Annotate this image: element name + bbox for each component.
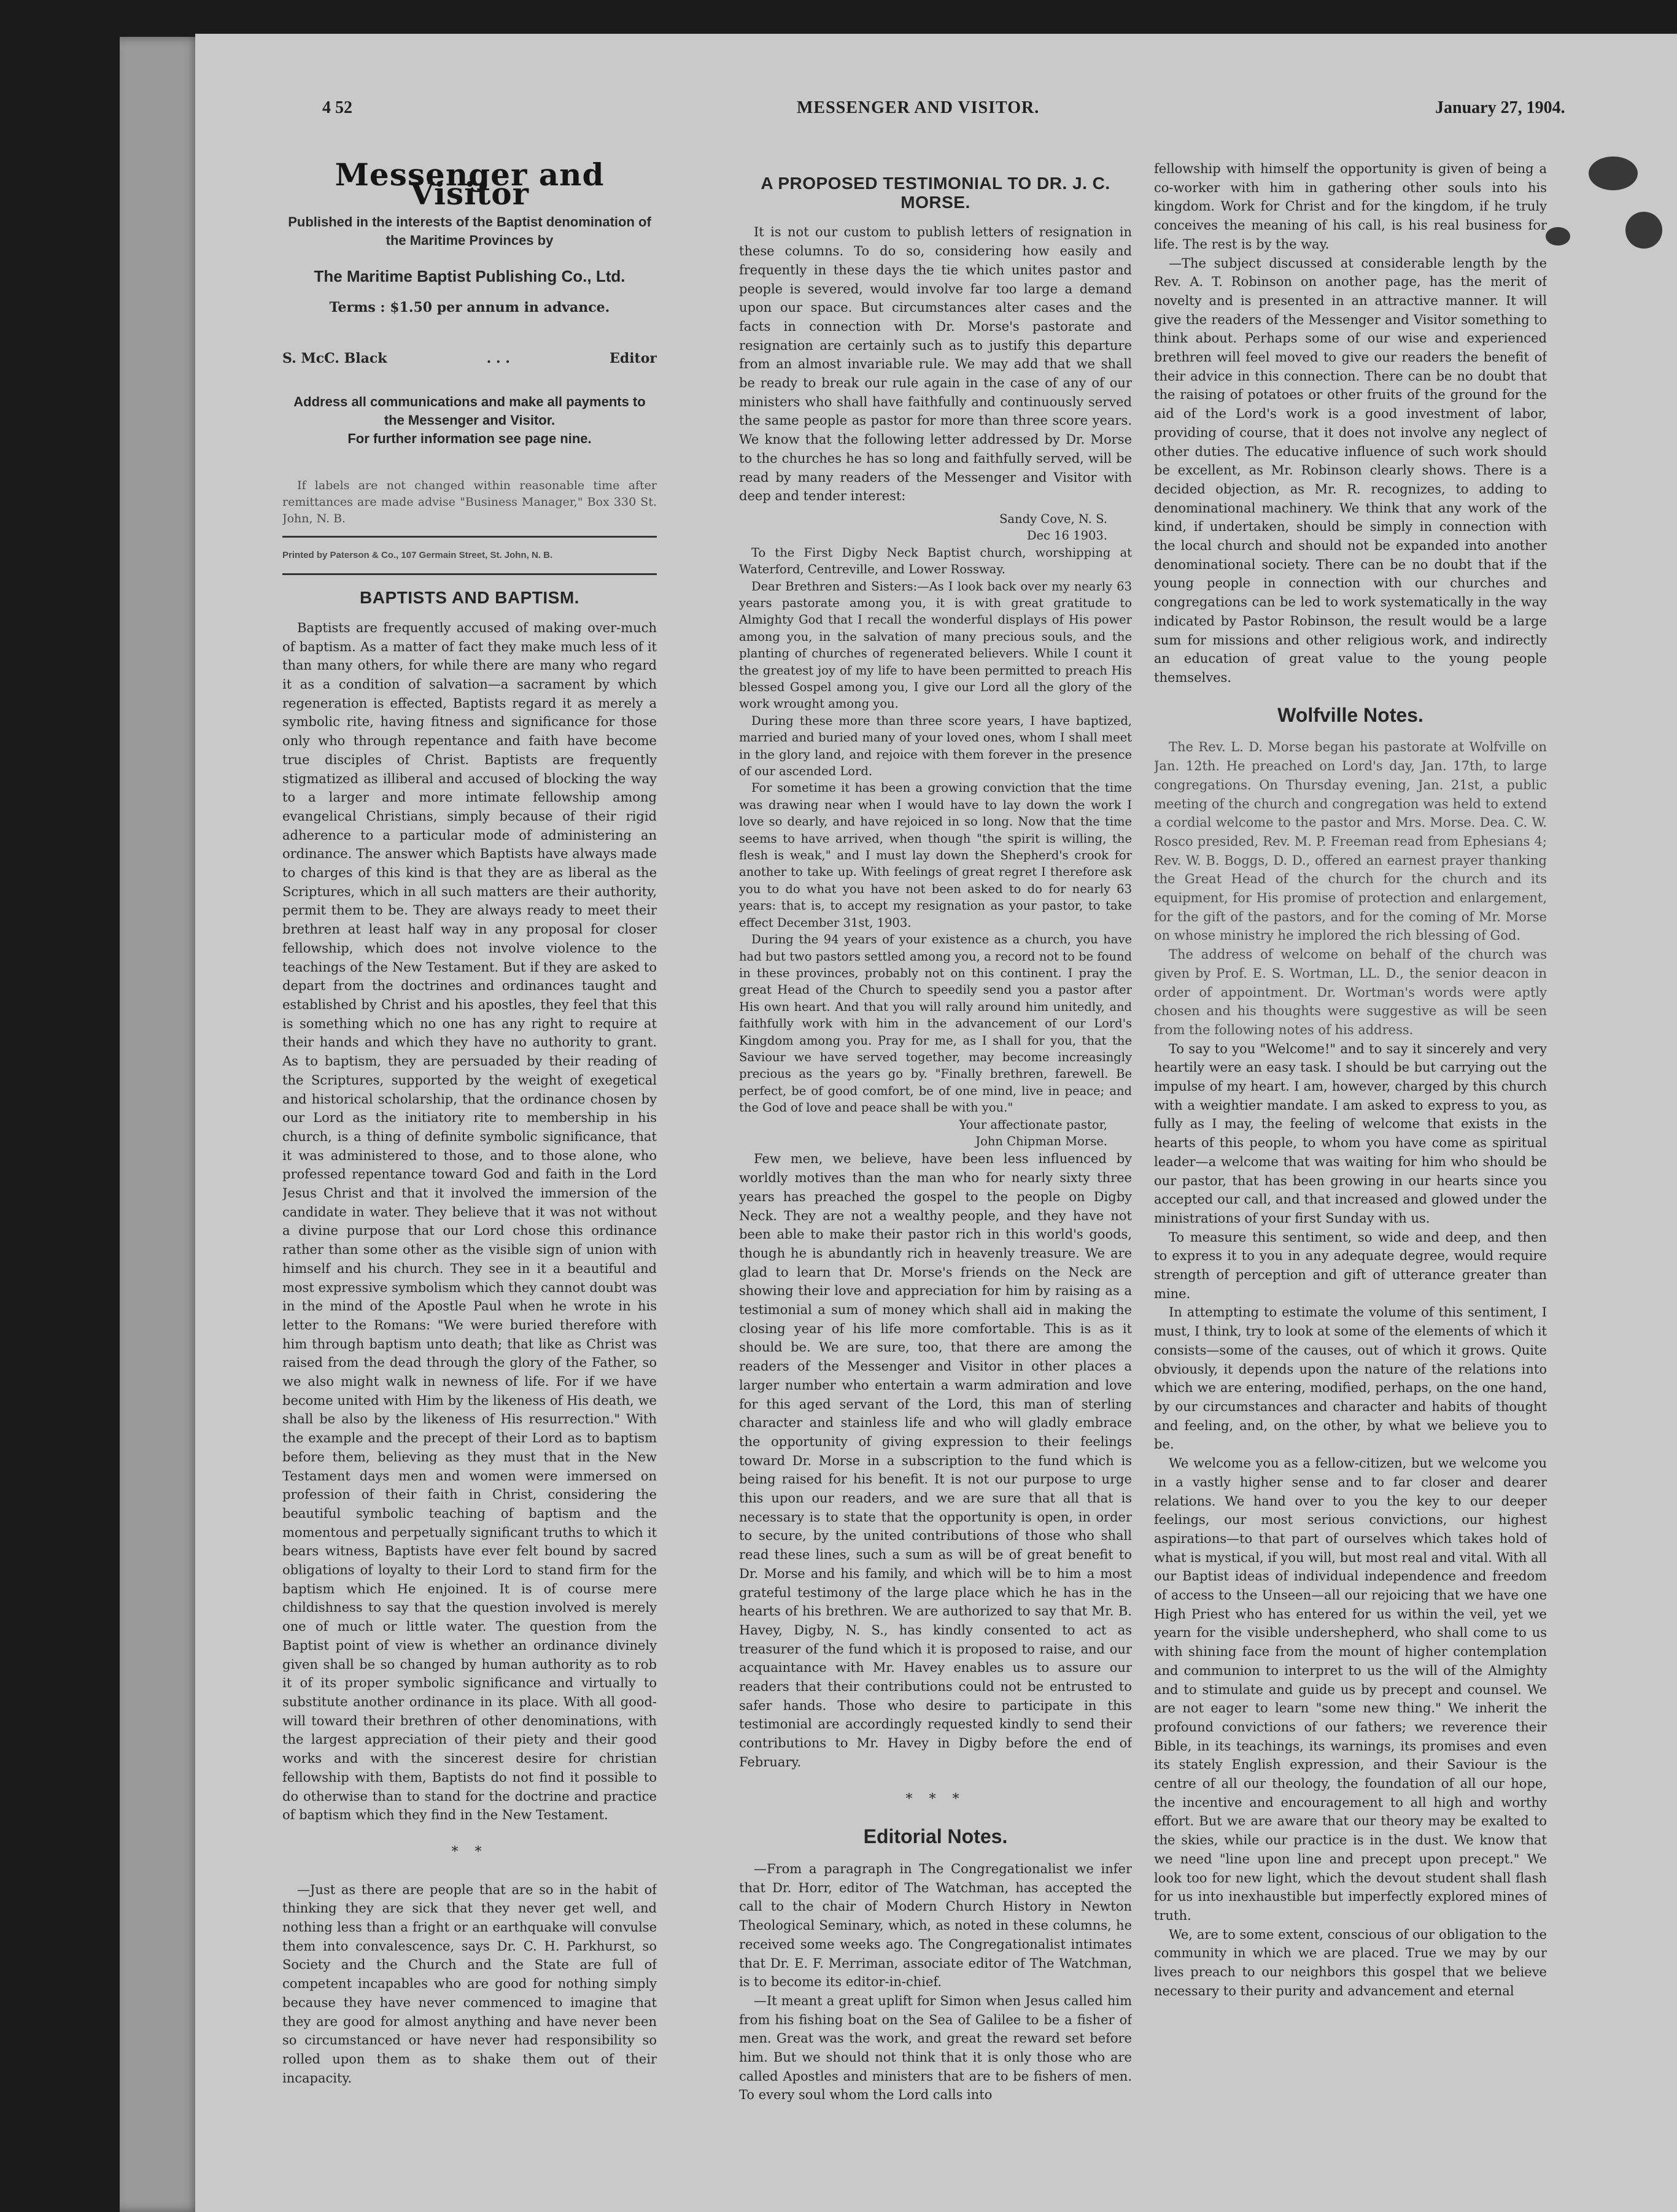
- column-3: [1154, 160, 1547, 2185]
- editorial-paragraph: —From a paragraph in The Congregationalist we infer that Dr. Horr, editor of The Watchman, has accepted the call to the chair of Modern Church History in Newton Theological Seminary, which, as noted in these columns, he received some weeks ago. The Congregationalist intimates that Dr. E. F. Merriman, associate editor of The Watchman, is to become its editor-in-chief.: [739, 1862, 1132, 1990]
- letter-place: Sandy Cove, N. S.: [999, 511, 1107, 526]
- article-paragraph: The address of welcome on behalf of the church was given by Prof. E. S. Wortman, LL. D., the senior deacon in order of appointment. Dr. Wortman's words were aptly chosen and his thoughts were suggestive as will be seen from the following notes of his address.: [1154, 947, 1547, 1037]
- letter-paragraph: During these more than three score years, I have baptized, married and buried many of your loved ones, whom I shall meet in the glory land, and rejoice with them forever in the presence of our ascended Lord.: [739, 713, 1132, 779]
- masthead-publisher: The Maritime Baptist Publishing Co., Ltd.: [314, 267, 625, 286]
- article-paragraph: We, are to some extent, conscious of our obligation to the community in which we are placed. True we may by our lives preach to our neighbors this gospel that we believe necessary to their purity and advancement and eternal: [1154, 1927, 1547, 1998]
- editor-line: [282, 349, 657, 368]
- letter-signature: John Chipman Morse.: [975, 1134, 1107, 1148]
- newspaper-page: [195, 34, 1677, 2212]
- divider: [282, 536, 657, 538]
- ink-blot: [1625, 212, 1662, 249]
- newspaper-name: MESSENGER AND VISITOR.: [797, 98, 1040, 117]
- binding-margin: [120, 37, 199, 2212]
- editorial-paragraph: —It meant a great uplift for Simon when Jesus called him from his fishing boat on the Sea of Galilee to be a fisher of men. Great was the work, and great the reward set before him. But we should not think that it is only those who are called Apostles and ministers that are to be fishers of men. To every soul whom the Lord calls into: [739, 1993, 1132, 2103]
- info-line: For further information see page nine.: [347, 430, 592, 446]
- resignation-letter: [739, 511, 1132, 1150]
- article-paragraph: Few men, we believe, have been less influenced by worldly motives than the man who for nearly sixty three years has preached the gospel to the people on Digby Neck. They are not a wealthy people, and they have not been able to make their pastor rich in this world's goods, though he is abundantly rich in heavenly treasure. We are glad to learn that Dr. Morse's friends on the Neck are showing their love and appreciation for him by raising as a testimonial a sum of money which shall aid in making the closing year of his life more comfortable. This is as it should be. We are sure, too, that there are among the readers of the Messenger and Visitor in other places a larger number who entertain a warm admiration and love for this aged servant of the Lord, this man of sterling character and stainless life and who will gladly embrace the opportunity of giving expression to their feelings toward Dr. Morse in a subscription to the fund which is being raised for his benefit. It is not our purpose to urge this upon our readers, and we are sure that all that is necessary is to state that the opportunity is open, in order to secure, by the united contributions of those who shall read these lines, such a sum as will be of great benefit to Dr. Morse and his family, and which will be to him a most grateful testimony of the large place which he has in the hearts of his brethren. We are authorized to say that Mr. B. Havey, Digby, N. S., has kindly consented to act as treasurer of the fund which it is proposed to raise, and our acquaintance with Mr. Havey enables us to assure our readers that their contributions could not be entrusted to safer hands. Those who desire to participate in this testimonial are accordingly requested kindly to send their contributions to Mr. Havey in Digby before the end of February.: [739, 1151, 1132, 1769]
- masthead-title: Messenger and Visitor: [335, 160, 605, 212]
- article-paragraph: —The subject discussed at considerable length by the Rev. A. T. Robinson on another page, has the merit of novelty and is presented in an attractive manner. It will give the readers of the Messenger and Visitor something to think about. Perhaps some of our wise and experienced brethren will feel moved to give our readers the benefit of their advice in this connection. There can be no doubt that the raising of potatoes or other fruits of the ground for the aid of the Lord's work is a good investment of labor, providing of course, that it does not involve any neglect of other duties. The educative influence of such work should be excellent, as Mr. Robinson clearly shows. There is a decided objection, as Mr. R. recognizes, to adding to denominational machinery. We think that any work of the kind, if undertaken, should be simply in connection with the local church and should not be expanded into another denominational society. There can be no doubt that if the young people in connection with our churches and congregations can be led to work systematically in the way indicated by Pastor Robinson, the result would be a large sum for missions and other religious work, and indirectly an education of great value to the young people themselves.: [1154, 255, 1547, 685]
- divider: [282, 573, 657, 575]
- section-separator: * *: [451, 1844, 488, 1860]
- article-body: Baptists are frequently accused of making over-much of baptism. As a matter of fact they make much less of it than many others, for while there are many who regard it as a condition of salvation—a sacrament by which regeneration is effected, Baptists regard it as merely a symbolic rite, having fitness and significance for those only who through repentance and faith have become true disciples of Christ. Baptists are frequently stigmatized as illiberal and accused of blocking the way to a larger and more intimate fellowship among evangelical Christians, simply because of their rigid adherence to a particular mode of administering an ordinance. The answer which Baptists have always made to charges of this kind is that they are as liberal as the Scriptures, which in all such matters are their authority, permit them to be. They are always ready to meet their brethren at least half way in any proposal for closer fellowship, which does not involve violence to the teachings of the New Testament. But if they are asked to depart from the doctrines and ordinances taught and established by Christ and his apostles, they feel that this is something which no one has any right to require at their hands and which they have no authority to grant. As to baptism, they are persuaded by their reading of the Scriptures, supported by the weight of exegetical and historical scholarship, that the ordinance chosen by our Lord as the initiatory rite to membership in his church, is a thing of definite symbolic significance, that it was administered to those, and to those alone, who professed repentance toward God and faith in the Lord Jesus Christ and that it involved the immersion of the candidate in water. They believe that it was not without a divine purpose that our Lord chose this ordinance rather than some other as the visible sign of union with himself and his church. They see in it a beautiful and most expressive symbolism which they cannot doubt was in the mind of the Apostle Paul when he wrote in his letter to the Romans: "We were buried therefore with him through baptism unto death; that like as Christ was raised from the dead through the glory of the Father, so we also might walk in newness of life. For if we have become united with Him by the likeness of His death, we shall be also by the likeness of His resurrection." With the example and the precept of their Lord as to baptism before them, believing as they must that in the New Testament days men and women were immersed on profession of their faith in Christ, considering the beautiful symbolic teaching of baptism and the momentous and perpetually significant truths to which it bears witness, Baptists have ever felt bound by sacred obligations of loyalty to their Lord to stand firm for the baptism which He enjoined. It is of course mere childishness to say that the question involved is merely one of much or little water. The question from the Baptist point of view is whether an ordinance divinely given shall be so changed by human authority as to rob it of its proper symbolic significance and virtually to substitute another ordinance in its place. With all good-will toward their brethren of other denominations, with the largest appreciation of their piety and their good works and with the sincerest desire for christian fellowship with them, Baptists do not find it possible to do otherwise than to stand for the doctrine and practice of baptism which they find in the New Testament.: [282, 620, 657, 1823]
- printed-by: Printed by Paterson & Co., 107 Germain Street, St. John, N. B.: [282, 549, 553, 560]
- article-paragraph: In attempting to estimate the volume of this sentiment, I must, I think, try to look at some of the elements of which it consists—some of the causes, out of which it grows. Quite obviously, it depends upon the nature of the relations into which we are entering, modified, perhaps, on the one hand, by our circumstances and character and habits of thought and feeling, and, on the other, by what we believe you to be.: [1154, 1305, 1547, 1452]
- column-2: [739, 160, 1132, 2185]
- article-paragraph: It is not our custom to publish letters of resignation in these columns. To do so, considering how easily and frequently in these days the tie which unites pastor and people is severed, would involve far too large a demand upon our space. But circumstances alter cases and the facts in connection with Dr. Morse's pastorate and resignation are certainly such as to justify this departure from an almost invariable rule. We may add that we shall be ready to break our rule again in the case of any of our ministers who shall have faithfully and continuously served the same people as pastor for more than three score years. We know that the following letter addressed by Dr. Morse to the churches he has so long and faithfully served, will be read by many readers of the Messenger and Visitor with deep and tender interest:: [739, 225, 1132, 504]
- issue-date: January 27, 1904.: [1435, 98, 1565, 117]
- editorial-notes-heading: Editorial Notes.: [863, 1825, 1008, 1848]
- page-number: 4 52: [322, 98, 352, 117]
- editor-dots: . . .: [486, 350, 510, 366]
- address-line: Address all communications and make all payments to the Messenger and Visitor.: [293, 393, 646, 428]
- article-paragraph: To say to you "Welcome!" and to say it sincerely and very heartily were an easy task. I should be but carrying out the impulse of my heart. I am, however, charged by this church with a weightier mandate. I am asked to express to you, as fully as I may, the feeling of welcome that exists in the hearts of this people, to whom you have come as spiritual leader—a welcome that was waiting for him who should be our pastor, that has been growing in our hearts since you accepted our call, and that increased and glowed under the ministrations of your first Sunday with us.: [1154, 1041, 1547, 1226]
- letter-date: Dec 16 1903.: [1026, 528, 1107, 543]
- article-paragraph: The Rev. L. D. Morse began his pastorate at Wolfville on Jan. 12th. He preached on Lord's day, Jan. 17th, to large congregations. On Thursday evening, Jan. 21st, a public meeting of the church and congregation was held to extend a cordial welcome to the pastor and Mrs. Morse. Dea. C. W. Rosco presided, Rev. M. P. Freeman read from Ephesians 4; Rev. W. B. Boggs, D. D., offered an earnest prayer thanking the Great Head of the church for the church and its equipment, for His promise of protection and enlargement, for the gift of the pastors, and for the coming of Mr. Morse on whose ministry he implored the rich blessing of God.: [1154, 740, 1547, 943]
- editor-label: Editor: [610, 350, 657, 366]
- article-heading: BAPTISTS AND BAPTISM.: [360, 588, 579, 608]
- letter-paragraph: During the 94 years of your existence as a church, you have had but two pastors settled among you, a record not to be found in these provinces, probably not on this continent. I pray the great Head of the Church to speedily send you a pastor after His own heart. And that you will rally around him unitedly, and faithfully work with him in the advancement of our Lord's Kingdom among you. Pray for me, as I shall for you, that the Saviour we have served together, may become increasingly precious as the years go by. "Finally brethren, farewell. Be perfect, be of good comfort, be of one mind, live in peace; and the God of love and peace shall be with you.": [739, 932, 1132, 1115]
- section-separator: * * *: [905, 1791, 966, 1807]
- letter-addressee: To the First Digby Neck Baptist church, worshipping at Waterford, Centreville, and Lower Rossway.: [739, 545, 1132, 577]
- subscription-terms: Terms : $1.50 per annum in advance.: [329, 300, 610, 316]
- wolfville-notes-heading: Wolfville Notes.: [1277, 703, 1423, 726]
- article-paragraph: We welcome you as a fellow-citizen, but we welcome you in a vastly higher sense and to far closer and dearer relations. We hand over to you the key to our deeper feelings, our most serious convictions, our highest aspirations—to that part of ourselves which takes hold of what is mystical, if you will, but most real and vital. With all our Baptist ideas of individual independence and freedom of access to the Unseen—all our rejoicing that we have one High Priest who has entered for us within the veil, yet we yearn for the visible undershepherd, who shall come to us with shining face from the mount of higher contemplation and communion to interpret to us the will of the Almighty and to stimulate and guide us by precept and counsel. We are not eager to learn "some new thing." We inherit the profound convictions of our fathers; we reverence their Bible, in its teachings, its warnings, its promises and even its stately English expression, and their Saviour is the centre of all our theology, the foundation of all our hope, the incentive and encouragement to all high and worthy effort. But we are aware that our theory may be exalted to the skies, while our practice is in the dust. We know that we need "line upon line and precept upon precept." We look too for new light, which the devout student shall flash for us into inexhaustible but imperfectly explored mines of truth.: [1154, 1456, 1547, 1923]
- column-1: [282, 160, 657, 2185]
- ink-blot: [1546, 227, 1570, 246]
- article-heading: A PROPOSED TESTIMONIAL TO DR. J. C. MORSE.: [761, 174, 1110, 212]
- continued-paragraph: fellowship with himself the opportunity is given of being a co-worker with him in gathering other souls into his kingdom. Work for Christ and for the kingdom, if he truly conceives the meaning of his call, is his real business for life. The rest is by the way.: [1154, 161, 1547, 252]
- ink-blot: [1589, 157, 1638, 190]
- letter-paragraph: For sometime it has been a growing conviction that the time was drawing near when I would have to lay down the work I love so dearly, and have rejoiced in so long. Now that the time seems to have arrived, when though "the spirit is willing, the flesh is weak," and I must lay down the Shepherd's crook for another to take up. With feelings of great regret I therefore ask you to do what you have not been asked to do for nearly 63 years: that is, to accept my resignation as your pastor, to take effect December 31st, 1903.: [739, 781, 1132, 930]
- article-paragraph: —Just as there are people that are so in the habit of thinking they are sick that they never get well, and nothing less than a fright or an earthquake will convulse them into convalescence, says Dr. C. H. Parkhurst, so Society and the Church and the State are full of competent incapables who are good for nothing simply because they have never commenced to imagine that they are good for almost anything and have never been so circumstanced or have never had responsibility so rolled upon them as to shake them out of their incapacity.: [282, 1882, 657, 2086]
- letter-sign-off: Your affectionate pastor,: [959, 1117, 1107, 1132]
- address-notice: [282, 393, 657, 448]
- labels-notice: If labels are not changed within reasonable time after remittances are made advise "Business Manager," Box 330 St. John, N. B.: [282, 478, 657, 525]
- editor-name: S. McC. Black: [282, 350, 387, 366]
- article-paragraph: To measure this sentiment, so wide and deep, and then to express it to you in any adequate degree, would require strength of perception and gift of utterance greater than mine.: [1154, 1229, 1547, 1301]
- masthead-published-line: Published in the interests of the Baptist denomination of the Maritime Provinces by: [288, 214, 651, 249]
- letter-paragraph: Dear Brethren and Sisters:—As I look back over my nearly 63 years pastorate among you, it is with great gratitude to Almighty God that I recall the wonderful displays of His power among you, in the salvation of many precious souls, and the planting of churches of regenerated believers. While I count it the greatest joy of my life to have been permitted to preach His blessed Gospel among you, I give our Lord all the glory of the work wrought among you.: [739, 579, 1132, 711]
